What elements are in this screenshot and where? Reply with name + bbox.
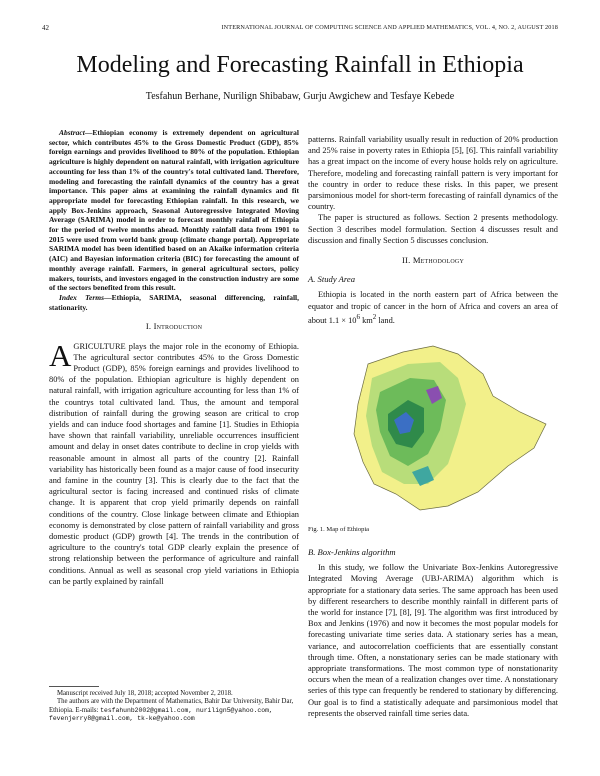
paper-structure-paragraph: The paper is structured as follows. Section 2 presents methodology. Section 3 describes model formulation. Section 4 discusses result and discussion and finally Section 5 discusses conclusion. [308, 213, 558, 245]
area-unit-exponent: 2 [372, 312, 377, 321]
running-header: INTERNATIONAL JOURNAL OF COMPUTING SCIENCE AND APPLIED MATHEMATICS, VOL. 4, NO. 2, AUGUST 2018 [221, 24, 558, 31]
footnote-received: Manuscript received July 18, 2018; accepted November 2, 2018. [57, 690, 233, 697]
footnote-affiliation [49, 698, 299, 723]
ethiopia-map-svg [308, 334, 558, 520]
study-area-text-end: land. [376, 315, 395, 325]
study-area-text: Ethiopia is located in the north eastern part of Africa between the equator and tropic of cancer in the horn of Africa and covers an area of about 1.1 × 10 [308, 290, 558, 325]
page-number: 42 [42, 24, 49, 32]
abstract [49, 128, 299, 293]
ethiopia-map-figure [308, 334, 558, 520]
study-area-heading: A. Study Area [308, 274, 356, 285]
right-column [308, 134, 558, 719]
paper-title: Modeling and Forecasting Rainfall in Ethiopia [76, 52, 524, 78]
author-list: Tesfahun Berhane, Nurilign Shibabaw, Gurju Awgichew and Tesfaye Kebede [145, 91, 455, 102]
left-column [49, 128, 299, 587]
abstract-label: Abstract [59, 128, 85, 137]
introduction-heading: I. Introduction [145, 321, 203, 332]
abstract-text: —Ethiopian economy is extremely dependent on agricultural sector, which contributes 45% to the Gross Domestic Product (GDP), 85% foreign earnings and provides livelihood to 80% of the population. Ethiopian agriculture is highly dependent on natural rainfall, with irrigation agriculture accounting for less than 1% of the country's total cultivated land. Therefore, modeling and forecasting the rainfall dynamics of the country has a great importance. This paper aims at examining the rainfall dynamics and fit appropriate model for forecasting Ethiopian rainfall. In this research, we apply Box-Jenkins approach, Seasonal Autoregressive Integrated Moving Average (SARIMA) model in order to forecast monthly rainfall of Ethiopia for the period of twelve months ahead. Monthly rainfall data from 1901 to 2015 were used from world bank group (climate change portal). Appropriate SARIMA model has been identified based on an Akaike information criteria (AIC) and Bayesian information criteria (BIC) for forecasting the amount of monthly average rainfall. Farmers, in general agricultural sectors, policy makers, tourists, and investors engaged in the construction industry are some of the sectors benefited from this result. [49, 128, 299, 293]
index-terms-text: —Ethiopia, SARIMA, seasonal differencing, rainfall, stationarity. [49, 292, 300, 312]
introduction-lead-word: GRICULTURE [73, 341, 126, 351]
area-exponent: 6 [356, 312, 360, 321]
introduction-text: plays the major role in the economy of Ethiopia. The agricultural sector contributes 45% to the Gross Domestic Product (GDP), 85% foreign earnings and provides livelihood to 80% of the population. Ethiopian agriculture is highly dependent on natural rainfall, with irrigation agriculture accounting for less than 1% of the countrys total cultivated land. Thus, the amount and temporal distribution of rainfall during the growing season are critical to crop yields and can induce food shortages and famine [1]. Studies in Ethiopia have shown that rainfall variability, unreliable occurrences insufficient amount and delay in onset dates contribute to decline in crop yields with reasonable amount in almost all parts of the country [2]. Rainfall variability has historically been found as a major cause of food insecurity and famine in the country [3]. This is clearly due to the fact that the agricultural sector is facing increased and continued risks of climate change. It is apparent that crop yield primarily depends on rainfall conditions of the country. Close linkage between climate and Ethiopian economy is demonstrated by close pattern of rainfall variability and gross domestic product (GDP) growth [4]. The trends in the contribution of agriculture to the country's total GDP clearly explain the presence of strong relationship between the performance of agriculture and rainfall conditions. Annual as well as seasonal crop yield variations in Ethiopia can be partly explained by rainfall [49, 341, 299, 586]
dropcap-letter: A [49, 337, 72, 373]
footnotes [49, 690, 299, 724]
figure-caption: Fig. 1. Map of Ethiopia [308, 525, 370, 533]
box-jenkins-heading: B. Box-Jenkins algorithm [308, 547, 396, 558]
introduction-continuation: patterns. Rainfall variability usually result in reduction of 20% production and 25% raise in poverty rates in Ethiopia [5], [6]. This rainfall variability has a great impact on the income of every house holds rely on agriculture. Therefore, modeling and forecasting rainfall pattern is very important for the country in order to reduce these risks. In this paper, we present parsimonious model for short-term forecasting of rainfall dynamics of the country. [308, 135, 558, 212]
index-terms [49, 293, 299, 312]
area-unit: km [359, 315, 373, 325]
introduction-paragraph [49, 337, 299, 587]
study-area-paragraph [308, 289, 558, 325]
index-terms-label: Index Terms [59, 292, 105, 302]
footnote-rule [49, 686, 99, 687]
box-jenkins-paragraph: In this study, we follow the Univariate Box-Jenkins Autoregressive Integrated Moving Average (UBJ-ARIMA) algorithm which is appropriate for a stationary data series. The same approach has been used by different researchers to describe monthly rainfall in different parts of the world for instance [7], [8], [9]. The algorithm was first introduced by Box and Jenkins (1976) and now it becomes the most popular models for forecasting univariate time series data. A stationary series has a mean, variance, and autocorrelation coefficients that are essentially constant through time. Often, a nonstationary series can be made stationary with appropriate transformations. The most common type of nonstationarity occurs when the mean of a realization changes over time. A nonstationary series of this type can frequently be rendered to stationary by differencing. Our goal is to find a statistically adequate and parsimonious model that represents the observed rainfall time series data. [308, 563, 558, 718]
methodology-heading: II. Methodology [402, 255, 464, 266]
footnote-affiliation-text: The authors are with the Department of Mathematics, Bahir Dar University, Bahir Dar, Ethiopia. E-mails: [49, 698, 294, 714]
footnote-emails: tesfahunb2002@gmail.com, nurilign5@yahoo.com, fevenjerry8@gmail.com, tk-ke@yahoo.com [49, 706, 273, 723]
